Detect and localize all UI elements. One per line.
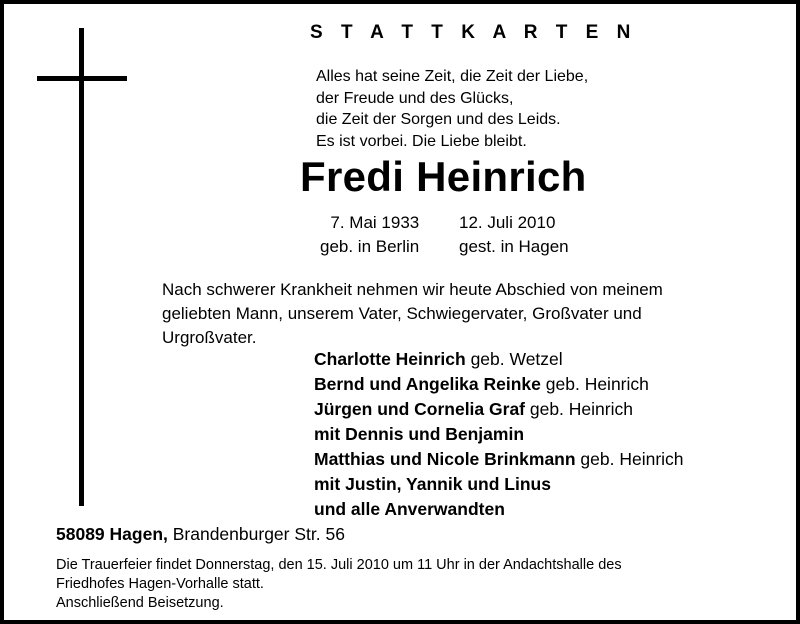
mourner-line [314, 372, 684, 397]
mourner-maiden: geb. Heinrich [525, 399, 633, 419]
cross-vertical-bar [79, 28, 84, 506]
mourner-maiden: geb. Heinrich [575, 449, 684, 469]
deceased-name: Fredi Heinrich [300, 153, 587, 200]
family-address [56, 524, 345, 545]
poem [316, 66, 588, 152]
intro-line: geliebten Mann, unserem Vater, Schwiegervater, Großvater und [162, 304, 642, 323]
death-date: 12. Juli 2010 [459, 213, 556, 232]
funeral-notice [56, 556, 622, 613]
mourner-name: Matthias und Nicole Brinkmann [314, 449, 576, 469]
death-place: gest. in Hagen [459, 237, 569, 256]
mourner-name: Bernd und Angelika Reinke [314, 374, 541, 394]
cross-horizontal-bar [37, 76, 127, 81]
address-street: Brandenburger Str. 56 [167, 524, 345, 544]
mourner-name: Jürgen und Cornelia Graf [314, 399, 525, 419]
intro-line: Urgroßvater. [162, 328, 257, 347]
mourner-name: und alle Anverwandten [314, 499, 505, 519]
birth-info [320, 211, 419, 259]
mourner-line [314, 472, 684, 497]
birth-place: geb. in Berlin [320, 237, 420, 256]
mourner-name: Charlotte Heinrich [314, 349, 466, 369]
death-info [459, 211, 569, 259]
mourner-line [314, 497, 684, 522]
mourner-name: mit Justin, Yannik und Linus [314, 474, 551, 494]
poem-line: Alles hat seine Zeit, die Zeit der Liebe, [316, 68, 589, 85]
mourners-list [314, 347, 684, 522]
poem-line: Es ist vorbei. Die Liebe bleibt. [316, 132, 527, 150]
mourner-maiden: geb. Wetzel [465, 349, 563, 369]
mourner-line [314, 347, 684, 372]
address-city: 58089 Hagen, [56, 524, 168, 544]
mourner-maiden: geb. Heinrich [540, 374, 649, 394]
notice-line: Friedhofes Hagen-Vorhalle statt. [56, 576, 264, 592]
poem-line: der Freude und des Glücks, [316, 89, 514, 107]
mourner-name: mit Dennis und Benjamin [314, 424, 525, 444]
poem-line: die Zeit der Sorgen und des Leids. [316, 111, 561, 128]
notice-line: Anschließend Beisetzung. [56, 595, 224, 611]
header-statt-karten: S T A T T K A R T E N [310, 22, 637, 43]
mourner-line [314, 422, 684, 447]
mourner-line [314, 397, 684, 422]
notice-line: Die Trauerfeier findet Donnerstag, den 15. Juli 2010 um 11 Uhr in der Andachtshalle des [56, 557, 622, 573]
intro-line: Nach schwerer Krankheit nehmen wir heute Abschied von meinem [162, 280, 663, 299]
intro-text [162, 278, 663, 350]
mourner-line [314, 447, 684, 472]
birth-date: 7. Mai 1933 [330, 213, 420, 232]
